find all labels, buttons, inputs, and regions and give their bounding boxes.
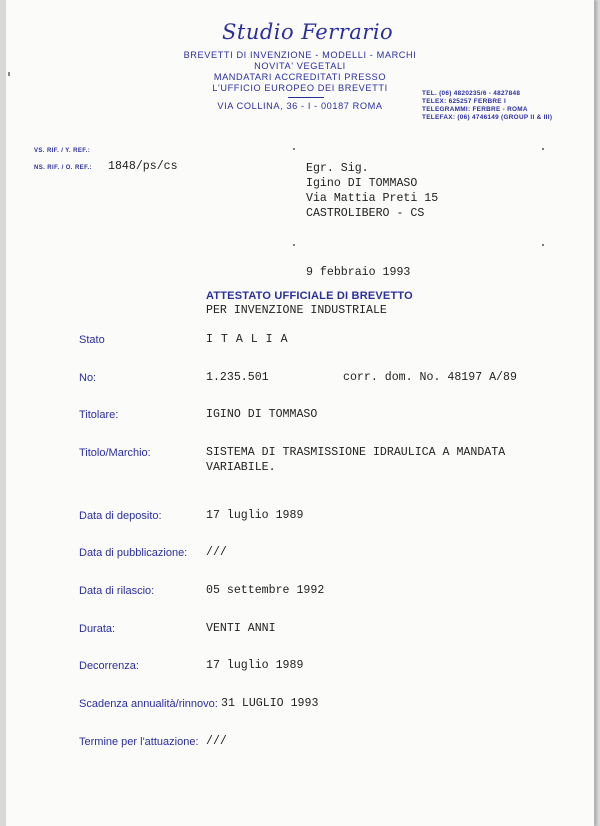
field-value-decorrenza: 17 luglio 1989 xyxy=(206,659,304,672)
field-value-titolo: SISTEMA DI TRASMISSIONE IDRAULICA A MANDATA xyxy=(206,446,506,459)
field-value-attuazione: /// xyxy=(206,735,227,748)
your-ref-label: VS. RIF. / Y. REF.: xyxy=(34,148,91,154)
field-value-durata: VENTI ANNI xyxy=(206,622,276,635)
recipient-line: Via Mattia Preti 15 xyxy=(306,192,439,205)
our-ref-value: 1848/ps/cs xyxy=(108,160,178,173)
recipient-line: Egr. Sig. xyxy=(306,162,369,175)
field-value-deposito: 17 luglio 1989 xyxy=(206,509,304,522)
window-mark xyxy=(293,148,295,150)
field-label-durata: Durata: xyxy=(79,623,116,635)
field-label-titolo: Titolo/Marchio: xyxy=(79,447,151,459)
field-label-rilascio: Data di rilascio: xyxy=(79,585,155,597)
letterhead-divider xyxy=(288,97,324,98)
field-value-titolare: IGINO DI TOMMASO xyxy=(206,408,318,421)
field-label-titolare: Titolare: xyxy=(79,409,119,421)
document-page xyxy=(6,0,594,826)
document-subtitle: PER INVENZIONE INDUSTRIALE xyxy=(206,304,387,317)
window-mark xyxy=(542,148,544,150)
contact-line: TELEX: 625257 FERBRE I xyxy=(422,98,507,105)
field-value-scadenza: 31 LUGLIO 1993 xyxy=(221,697,319,710)
window-mark xyxy=(293,244,295,246)
letterhead-address: VIA COLLINA, 36 - I - 00187 ROMA xyxy=(217,101,383,111)
our-ref-label: NS. RIF. / O. REF.: xyxy=(34,165,92,171)
recipient-line: CASTROLIBERO - CS xyxy=(306,207,425,220)
contact-line: TELEFAX: (06) 4746149 (GROUP II & III) xyxy=(422,114,553,121)
field-label-deposito: Data di deposito: xyxy=(79,510,162,522)
field-value-pubblicazione: /// xyxy=(206,546,227,559)
letter-date: 9 febbraio 1993 xyxy=(306,266,411,279)
document-title: ATTESTATO UFFICIALE DI BREVETTO xyxy=(206,290,413,302)
letterhead-line: NOVITA' VEGETALI xyxy=(254,61,346,71)
letterhead-line: L'UFFICIO EUROPEO DEI BREVETTI xyxy=(212,83,388,93)
letterhead-line: BREVETTI DI INVENZIONE - MODELLI - MARCHI xyxy=(183,50,417,60)
field-value-number: 1.235.501 xyxy=(206,371,269,384)
field-label-attuazione: Termine per l'attuazione: xyxy=(79,736,199,748)
field-value-rilascio: 05 settembre 1992 xyxy=(206,584,325,597)
contact-line: TEL. (06) 4820235/6 - 4827848 xyxy=(422,90,521,97)
field-label-decorrenza: Decorrenza: xyxy=(79,660,139,672)
recipient-line: Igino DI TOMMASO xyxy=(306,177,418,190)
letterhead-logo: Studio Ferrario xyxy=(222,20,394,44)
edge-mark xyxy=(8,72,10,76)
field-label-scadenza: Scadenza annualità/rinnovo: xyxy=(79,698,218,710)
field-value-stato: I T A L I A xyxy=(206,333,289,346)
field-label-stato: Stato xyxy=(79,334,105,346)
window-mark xyxy=(542,244,544,246)
letterhead-line: MANDATARI ACCREDITATI PRESSO xyxy=(213,72,387,82)
field-value-corr-dom: corr. dom. No. 48197 A/89 xyxy=(343,371,517,384)
field-label-number: No: xyxy=(79,372,97,384)
contact-line: TELEGRAMMI: FERBRE - ROMA xyxy=(422,106,528,113)
field-value-titolo-cont: VARIABILE. xyxy=(206,461,276,474)
field-label-pubblicazione: Data di pubblicazione: xyxy=(79,547,188,559)
